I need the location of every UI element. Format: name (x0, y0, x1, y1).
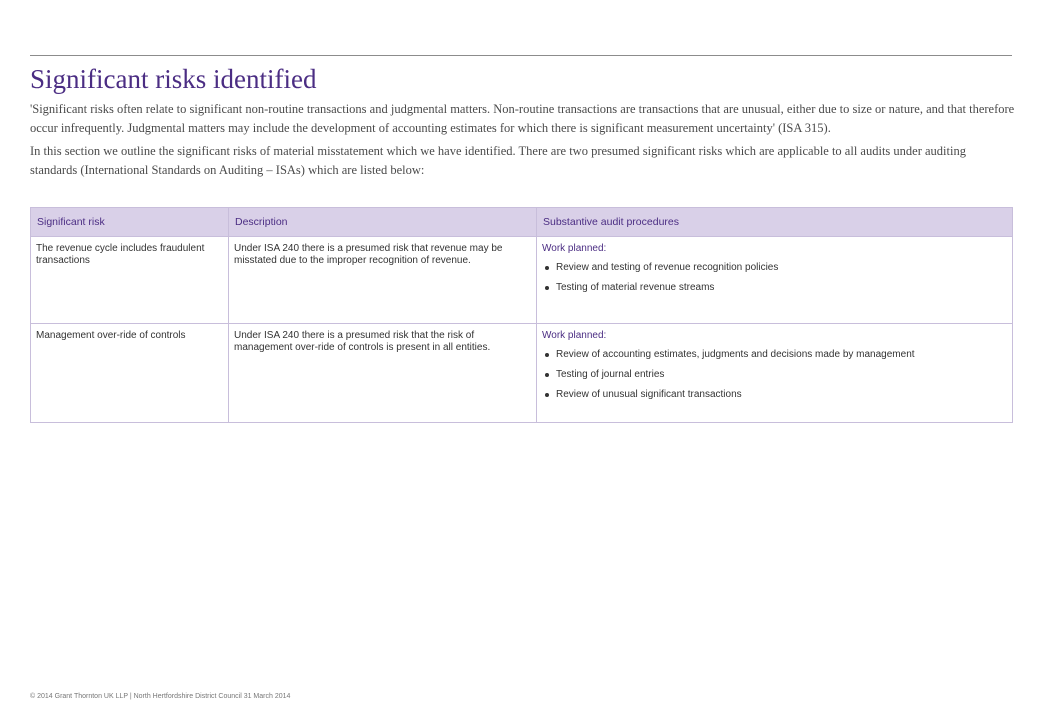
procedures-cell (537, 237, 1013, 324)
procedure-item (542, 349, 1007, 361)
description-cell: Under ISA 240 there is a presumed risk that revenue may be misstated due to the improper recognition of revenue. (229, 237, 537, 324)
column-header-description: Description (229, 208, 537, 237)
procedures-cell (537, 324, 1013, 423)
column-header-significant-risk: Significant risk (31, 208, 229, 237)
table-row (31, 324, 1013, 423)
risk-cell: Management over-ride of controls (31, 324, 229, 423)
procedure-item (542, 369, 1007, 381)
table-row (31, 237, 1013, 324)
intro-text (30, 100, 1015, 184)
bullet-icon (545, 266, 549, 270)
procedure-item (542, 262, 1007, 274)
bullet-icon (545, 393, 549, 397)
procedure-list (542, 262, 1007, 294)
significant-risks-table (30, 207, 1013, 423)
table-header-row (31, 208, 1013, 237)
page-title: Significant risks identified (30, 64, 317, 94)
column-header-procedures: Substantive audit procedures (537, 208, 1013, 237)
procedure-text: Testing of material revenue streams (556, 282, 715, 293)
procedure-text: Review and testing of revenue recognition policies (556, 262, 779, 273)
procedure-text: Review of unusual significant transactions (556, 389, 742, 400)
procedure-item (542, 389, 1007, 401)
top-divider (30, 55, 1012, 56)
bullet-icon (545, 286, 549, 290)
procedure-list (542, 349, 1007, 401)
bullet-icon (545, 373, 549, 377)
work-planned-label: Work planned: (542, 243, 607, 254)
description-cell: Under ISA 240 there is a presumed risk that the risk of management over-ride of controls is present in all entities. (229, 324, 537, 423)
intro-paragraph-2: In this section we outline the significant risks of material misstatement which we have identified. There are two presumed significant risks which are applicable to all audits under auditing standards (International Standards on Auditing – ISAs) which are listed below: (30, 144, 966, 177)
risk-cell: The revenue cycle includes fraudulent transactions (31, 237, 229, 324)
procedure-item (542, 282, 1007, 294)
work-planned-label: Work planned: (542, 330, 607, 341)
procedure-text: Testing of journal entries (556, 369, 665, 380)
intro-paragraph-1: 'Significant risks often relate to significant non-routine transactions and judgmental matters. Non-routine transactions are transactions that are unusual, either due to size or nature, and that therefore occur infrequently. Judgmental matters may include the development of accounting estimates for which there is significant measurement uncertainty' (ISA 315). (30, 102, 1015, 135)
procedure-text: Review of accounting estimates, judgments and decisions made by management (556, 349, 915, 360)
bullet-icon (545, 353, 549, 357)
footer-copyright: © 2014 Grant Thornton UK LLP | North Hertfordshire District Council 31 March 2014 (30, 693, 291, 700)
